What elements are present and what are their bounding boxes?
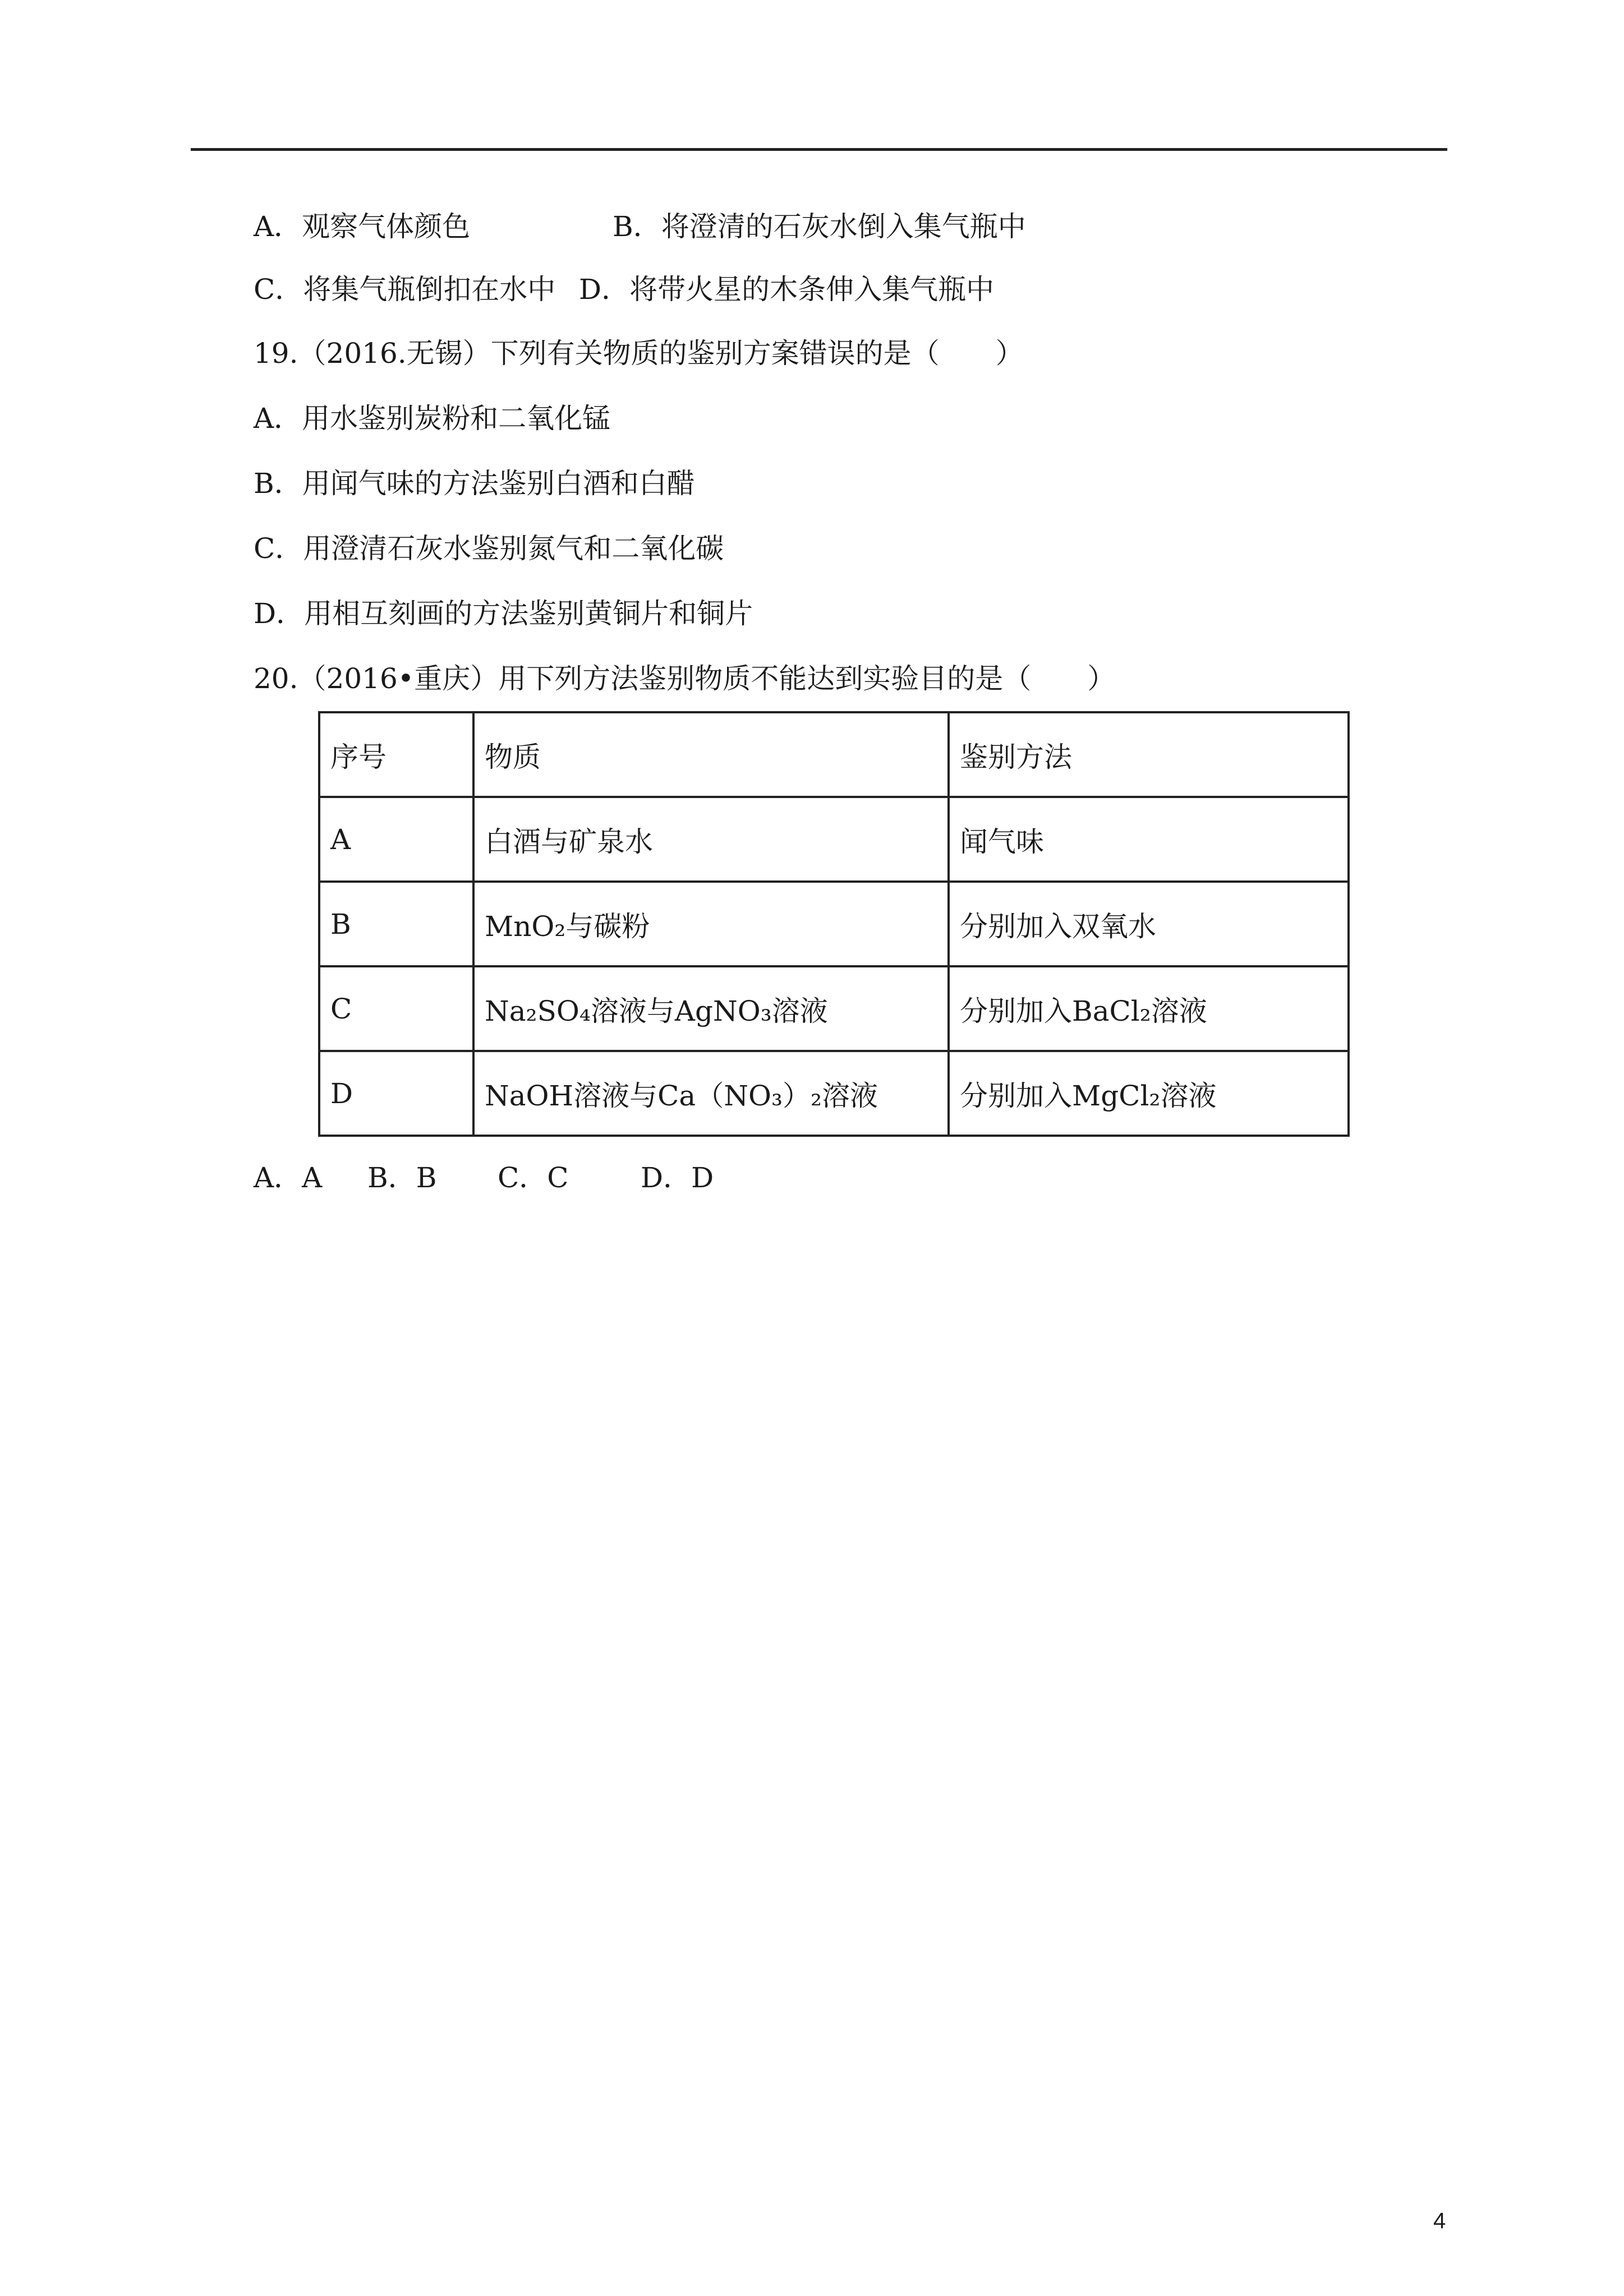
q20-answer-options — [254, 1160, 714, 1339]
table-row — [319, 797, 1349, 882]
header-rule — [191, 148, 1447, 151]
q18-option-d: D．将带火星的木条伸入集气瓶中 — [579, 273, 995, 306]
q20-answer-a: A．A — [254, 1161, 323, 1194]
q20-answer-c: C．C — [498, 1161, 569, 1194]
row-substance: 白酒与矿泉水 — [473, 797, 949, 882]
row-method: 分别加入MgCl₂溶液 — [949, 1051, 1349, 1136]
row-substance: Na₂SO₄溶液与AgNO₃溶液 — [473, 966, 949, 1051]
header-substance: 物质 — [473, 712, 949, 797]
q19-option-a: A．用水鉴别炭粉和二氧化锰 — [254, 402, 611, 435]
q19-option-c: C．用澄清石灰水鉴别氮气和二氧化碳 — [254, 532, 724, 565]
q19-option-d: D．用相互刻画的方法鉴别黄铜片和铜片 — [254, 597, 753, 630]
row-method: 分别加入双氧水 — [949, 882, 1349, 966]
table-row — [319, 1051, 1349, 1136]
row-id: A — [319, 797, 473, 882]
row-method: 闻气味 — [949, 797, 1349, 882]
header-id: 序号 — [319, 712, 473, 797]
row-id: D — [319, 1051, 473, 1136]
header-method: 鉴别方法 — [949, 712, 1349, 797]
row-method: 分别加入BaCl₂溶液 — [949, 966, 1349, 1051]
page-number: 4 — [1433, 2209, 1446, 2233]
q18-option-c: C．将集气瓶倒扣在水中 — [254, 273, 556, 306]
row-substance: MnO₂与碳粉 — [473, 882, 949, 966]
q20-table — [318, 711, 1350, 1137]
table-row — [319, 882, 1349, 966]
q19-stem: 19.（2016.无锡）下列有关物质的鉴别方案错误的是（ ） — [254, 337, 1024, 370]
q20-stem: 20.（2016•重庆）用下列方法鉴别物质不能达到实验目的是（ ） — [254, 662, 1116, 695]
q19-option-b: B．用闻气味的方法鉴别白酒和白醋 — [254, 467, 695, 500]
q18-option-a: A．观察气体颜色 — [254, 210, 471, 243]
row-id: B — [319, 882, 473, 966]
q18-option-b: B．将澄清的石灰水倒入集气瓶中 — [613, 210, 1026, 243]
q20-answer-b: B．B — [367, 1161, 437, 1194]
row-id: C — [319, 966, 473, 1051]
table-row — [319, 966, 1349, 1051]
table-header-row — [319, 712, 1349, 797]
q20-answer-d: D．D — [641, 1161, 714, 1194]
row-substance: NaOH溶液与Ca（NO₃）₂溶液 — [473, 1051, 949, 1136]
